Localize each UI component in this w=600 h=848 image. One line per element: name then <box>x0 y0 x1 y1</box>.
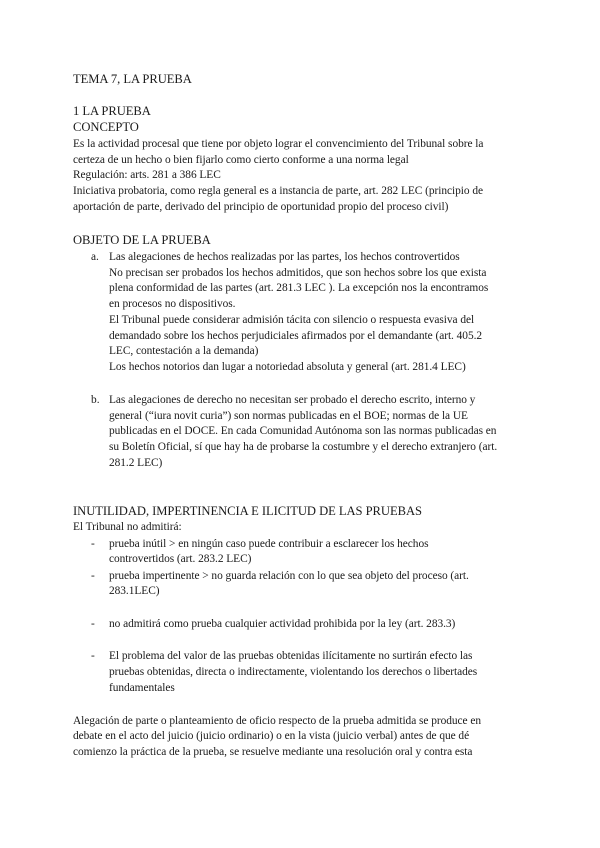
list-item-line: controvertidos (art. 283.2 LEC) <box>109 553 252 565</box>
paragraph-line: Alegación de parte o planteamiento de oficio respecto de la prueba admitida se produce en <box>73 715 481 727</box>
paragraph-line: Regulación: arts. 281 a 386 LEC <box>73 169 221 181</box>
list-item-line: Las alegaciones de hechos realizadas por las partes, los hechos controvertidos <box>109 251 460 263</box>
list-item-line: su Boletín Oficial, sí que hay ha de probarse la costumbre y el derecho extranjero (art. <box>109 441 498 453</box>
list-item-line: El problema del valor de las pruebas obtenidas ilícitamente no surtirán efecto las <box>109 650 473 662</box>
list-item-line: demandado sobre los hechos perjudiciales afirmados por el demandante (art. 405.2 <box>109 330 483 342</box>
list-item-line: No precisan ser probados los hechos admitidos, que son hechos sobre los que exista <box>109 267 487 279</box>
list-item-line: prueba impertinente > no guarda relación con lo que sea objeto del proceso (art. <box>109 570 469 582</box>
subsection-heading: CONCEPTO <box>73 120 139 134</box>
list-item-line: no admitirá como prueba cualquier actividad prohibida por la ley (art. 283.3) <box>109 618 456 630</box>
document-title: TEMA 7, LA PRUEBA <box>73 72 192 86</box>
list-marker: - <box>91 618 95 630</box>
paragraph-line: El Tribunal no admitirá: <box>73 521 182 533</box>
paragraph-line: certeza de un hecho o bien fijarlo como cierto conforme a una norma legal <box>73 154 409 166</box>
list-item-line: Los hechos notorios dan lugar a notoriedad absoluta y general (art. 281.4 LEC) <box>109 361 466 373</box>
list-item-line: general (“iura novit curia”) son normas publicadas en el BOE; normas de la UE <box>109 410 468 422</box>
paragraph-line: debate en el acto del juicio (juicio ordinario) o en la vista (juicio verbal) antes de que dé <box>73 730 470 742</box>
list-item-line: pruebas obtenidas, directa o indirectamente, violentando los derechos o libertades <box>109 666 478 678</box>
list-item-line: en procesos no dispositivos. <box>109 298 236 310</box>
list-item-line: fundamentales <box>109 682 175 694</box>
list-marker: - <box>91 538 95 550</box>
list-item-line: LEC, contestación a la demanda) <box>109 345 259 357</box>
list-item-line: publicadas en el DOCE. En cada Comunidad Autónoma son las normas publicadas en <box>109 425 497 437</box>
list-marker: b. <box>91 394 100 406</box>
list-item-line: El Tribunal puede considerar admisión tácita con silencio o respuesta evasiva del <box>109 314 475 326</box>
paragraph-line: comienzo la práctica de la prueba, se resuelve mediante una resolución oral y contra esta <box>73 746 473 758</box>
paragraph-line: aportación de parte, derivado del principio de oportunidad propio del proceso civil) <box>73 201 449 213</box>
paragraph-line: Iniciativa probatoria, como regla general es a instancia de parte, art. 282 LEC (principio de <box>73 185 483 197</box>
section-heading: INUTILIDAD, IMPERTINENCIA E ILICITUD DE LAS PRUEBAS <box>73 504 422 518</box>
list-marker: - <box>91 650 95 662</box>
section-heading: OBJETO DE LA PRUEBA <box>73 233 211 247</box>
section-heading: 1 LA PRUEBA <box>73 104 151 118</box>
list-item-line: 281.2 LEC) <box>109 457 163 469</box>
list-item-line: 283.1LEC) <box>109 585 160 597</box>
list-item-line: plena conformidad de las partes (art. 281.3 LEC ). La excepción nos la encontramos <box>109 282 489 294</box>
paragraph-line: Es la actividad procesal que tiene por objeto lograr el convencimiento del Tribunal sobre la <box>73 138 484 150</box>
list-item-line: prueba inútil > en ningún caso puede contribuir a esclarecer los hechos <box>109 538 429 550</box>
list-marker: a. <box>91 251 99 263</box>
list-marker: - <box>91 570 95 582</box>
list-item-line: Las alegaciones de derecho no necesitan ser probado el derecho escrito, interno y <box>109 394 476 406</box>
